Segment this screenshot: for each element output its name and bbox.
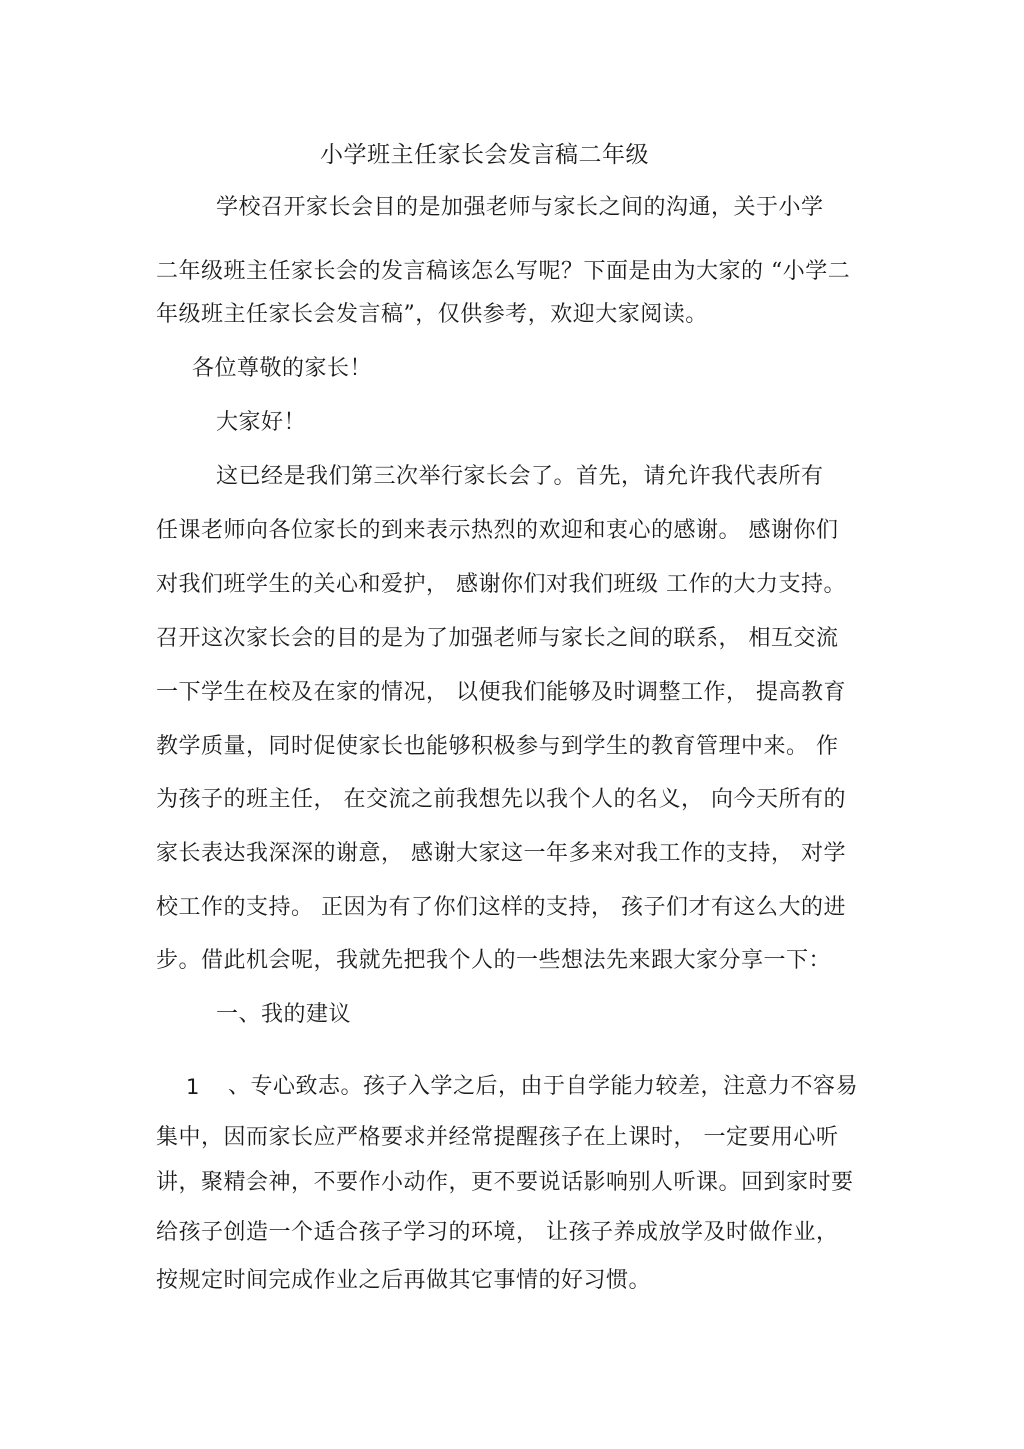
item1-line-3: 讲，聚精会神，不要作小动作，更不要说话影响别人听课。回到家时要 [156, 1170, 854, 1195]
item1-line-4: 给孩子创造一个适合孩子学习的环境， 让孩子养成放学及时做作业， [156, 1220, 839, 1245]
greeting: 大家好！ [216, 410, 307, 435]
item1-line-2: 集中，因而家长应严格要求并经常提醒孩子在上课时， 一定要用心听 [156, 1125, 839, 1150]
document-title: 小学班主任家长会发言稿二年级 [320, 142, 649, 168]
body-line-1: 这已经是我们第三次举行家长会了。首先，请允许我代表所有 [216, 464, 824, 489]
body-line-3: 对我们班学生的关心和爱护， 感谢你们对我们班级 工作的大力支持。 [156, 572, 846, 597]
salutation: 各位尊敬的家长！ [192, 356, 373, 381]
intro-line-3: 年级班主任家长会发言稿”，仅供参考，欢迎大家阅读。 [156, 302, 708, 327]
body-line-8: 家长表达我深深的谢意， 感谢大家这一年多来对我工作的支持， 对学 [156, 841, 846, 866]
item1-line-5: 按规定时间完成作业之后再做其它事情的好习惯。 [156, 1268, 652, 1293]
body-line-2: 任课老师向各位家长的到来表示热烈的欢迎和衷心的感谢。 感谢你们 [156, 518, 839, 543]
body-line-6: 教学质量，同时促使家长也能够积极参与到学生的教育管理中来。 作 [156, 734, 839, 759]
body-line-9: 校工作的支持。 正因为有了你们这样的支持， 孩子们才有这么大的进 [156, 895, 846, 920]
item1-line-1: 、专心致志。孩子入学之后，由于自学能力较差，注意力不容易 [228, 1074, 859, 1099]
item-number: 1 [186, 1075, 200, 1099]
body-line-4: 召开这次家长会的目的是为了加强老师与家长之间的联系， 相互交流 [156, 626, 839, 651]
section-heading: 一、我的建议 [216, 1002, 352, 1027]
intro-line-2: 二年级班主任家长会的发言稿该怎么写呢？下面是由为大家的 “小学二 [156, 259, 851, 284]
body-line-5: 一下学生在校及在家的情况， 以便我们能够及时调整工作， 提高教育 [156, 680, 846, 705]
body-line-10: 步。借此机会呢，我就先把我个人的一些想法先来跟大家分享一下： [156, 948, 832, 973]
body-line-7: 为孩子的班主任， 在交流之前我想先以我个人的名义， 向今天所有的 [156, 787, 846, 812]
intro-line-1: 学校召开家长会目的是加强老师与家长之间的沟通，关于小学 [216, 195, 824, 220]
